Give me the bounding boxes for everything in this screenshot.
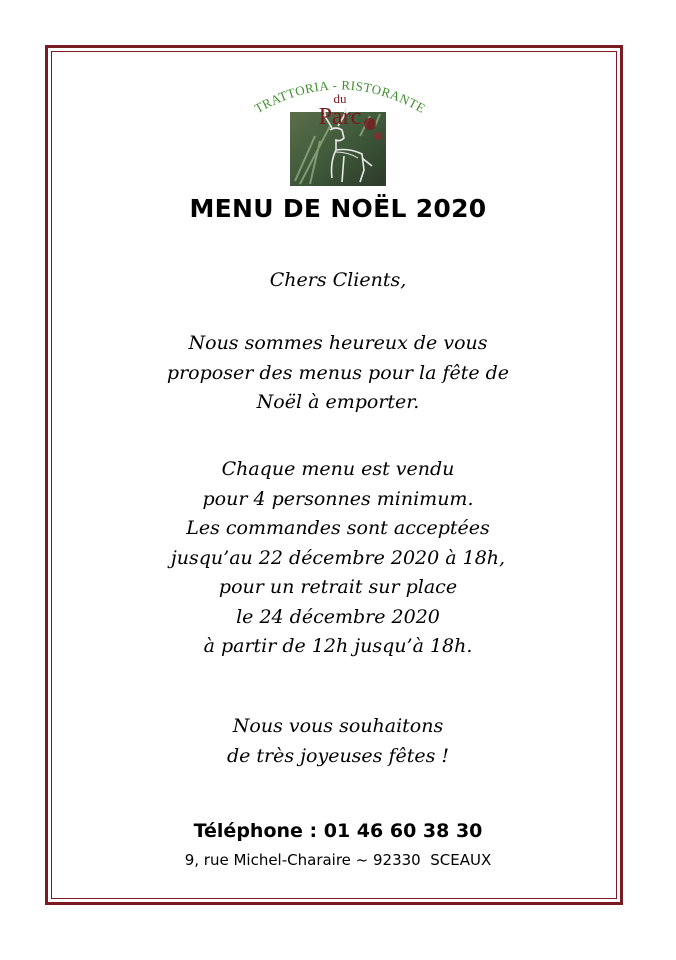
- details-line: pour 4 personnes minimum.: [202, 487, 474, 510]
- details-line: Chaque menu est vendu: [221, 458, 455, 480]
- address: 9, rue Michel-Charaire ~ 92330 SCEAUX: [184, 851, 492, 869]
- page-title: MENU DE NOËL 2020: [189, 194, 487, 223]
- intro-line: Nous sommes heureux de vous: [188, 332, 488, 354]
- details-line: pour un retrait sur place: [218, 576, 458, 598]
- greeting-line: Chers Clients,: [269, 269, 407, 291]
- details-paragraph: [0, 455, 676, 662]
- wishes-line: Nous vous souhaitons: [232, 715, 444, 737]
- intro-line: proposer des menus pour la fête de: [166, 361, 510, 384]
- intro-paragraph: [0, 329, 676, 418]
- wishes-paragraph: [0, 712, 676, 771]
- phone-number: Téléphone : 01 46 60 38 30: [193, 820, 483, 842]
- restaurant-logo: [240, 66, 440, 196]
- details-line: jusqu’au 22 décembre 2020 à 18h,: [170, 546, 506, 569]
- details-line: à partir de 12h jusqu’à 18h.: [203, 635, 473, 657]
- logo-arc-text: TRATTORIA - RISTORANTE: [251, 77, 429, 116]
- intro-line: Noël à emporter.: [256, 391, 420, 413]
- details-line: Les commandes sont acceptées: [186, 517, 490, 539]
- greeting: [0, 266, 676, 296]
- logo-du: du: [333, 91, 347, 106]
- logo-image: [240, 66, 440, 196]
- wishes-line: de très joyeuses fêtes !: [226, 744, 450, 767]
- logo-parc: Parc: [318, 104, 362, 130]
- details-line: le 24 décembre 2020: [236, 605, 440, 628]
